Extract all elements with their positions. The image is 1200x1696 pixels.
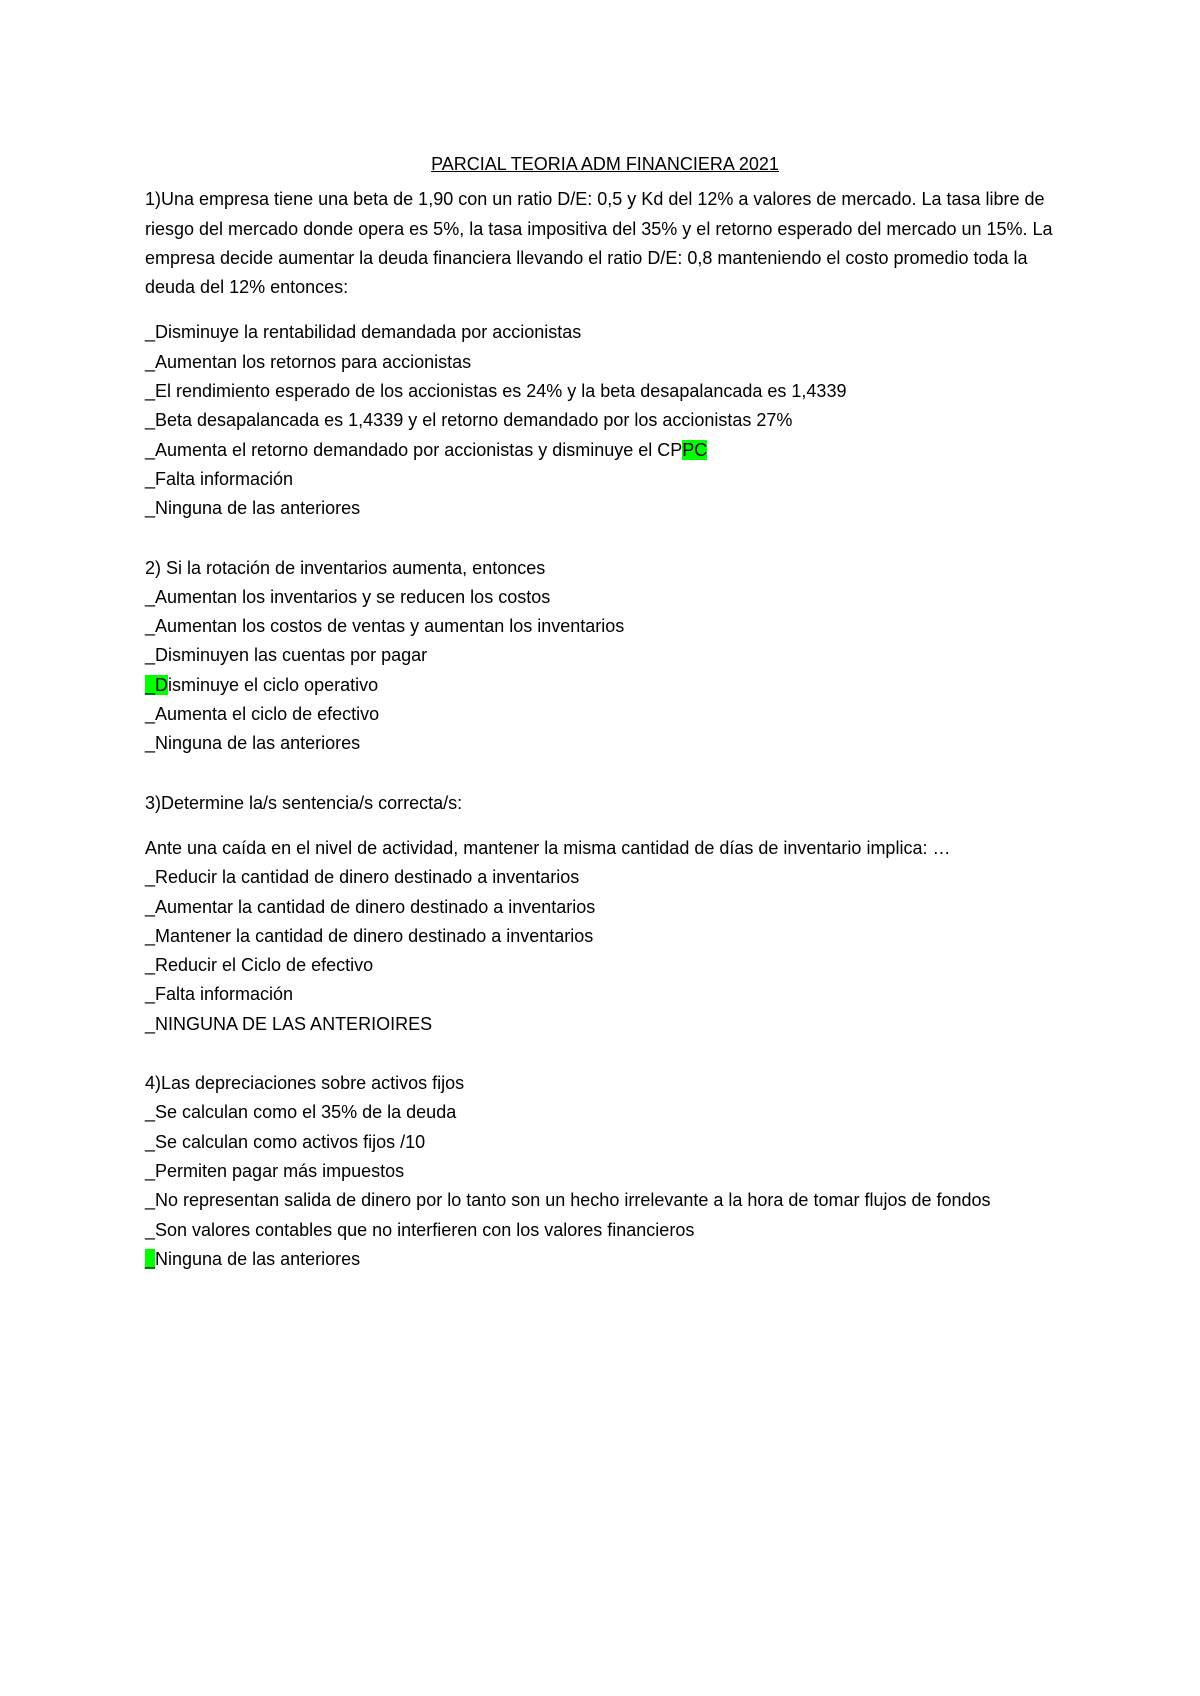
- question-3-option-d: _Reducir el Ciclo de efectivo: [145, 955, 374, 976]
- question-3-option-c: _Mantener la cantidad de dinero destinado a inventarios: [145, 925, 594, 946]
- answer-highlight: _D: [145, 674, 169, 695]
- question-4-stem: 4)Las depreciaciones sobre activos fijos: [145, 1073, 465, 1094]
- spacer: [145, 1039, 1075, 1069]
- question-4-option-a: _Se calculan como el 35% de la deuda: [145, 1102, 457, 1123]
- question-4-option-d: _No representan salida de dinero por lo tanto son un hecho irrelevante a la hora de tomar flujos de fondos: [145, 1190, 991, 1211]
- question-3-option-f: _NINGUNA DE LAS ANTERIOIRES: [145, 1013, 433, 1034]
- question-4-option-c: _Permiten pagar más impuestos: [145, 1160, 405, 1181]
- question-1-option-c: _El rendimiento esperado de los accionistas es 24% y la beta desapalancada es 1,4339: [145, 381, 847, 402]
- answer-highlight: _: [145, 1248, 156, 1269]
- question-2-option-c: _Disminuyen las cuentas por pagar: [145, 645, 428, 666]
- question-1-option-f: _Falta información: [145, 468, 294, 489]
- question-2-stem: 2) Si la rotación de inventarios aumenta, entonces: [145, 557, 546, 578]
- answer-highlight: PC: [682, 439, 708, 460]
- question-2-option-d-marked: [145, 671, 1075, 700]
- question-4: [145, 1069, 1075, 1274]
- spacer: [145, 524, 1075, 554]
- question-4-option-e: _Son valores contables que no interfieren con los valores financieros: [145, 1219, 695, 1240]
- question-3-option-e: _Falta información: [145, 984, 294, 1005]
- question-1-option-e-text: _Aumenta el retorno demandado por accionistas y disminuye el CP: [145, 439, 683, 460]
- question-1-option-b: _Aumentan los retornos para accionistas: [145, 351, 472, 372]
- question-1-option-g: _Ninguna de las anteriores: [145, 498, 361, 519]
- question-2-option-d-text: isminuye el ciclo operativo: [168, 674, 379, 695]
- question-2: [145, 554, 1075, 759]
- question-2-option-e: _Aumenta el ciclo de efectivo: [145, 704, 380, 725]
- question-1-option-d: _Beta desapalancada es 1,4339 y el retorno demandado por los accionistas 27%: [145, 410, 793, 431]
- spacer: [145, 759, 1075, 789]
- question-2-option-f: _Ninguna de las anteriores: [145, 733, 361, 754]
- question-1-option-a: _Disminuye la rentabilidad demandada por accionistas: [145, 322, 582, 343]
- question-3-prompt: Ante una caída en el nivel de actividad, mantener la misma cantidad de días de inventario implica: …: [145, 837, 951, 858]
- question-1-stem: 1)Una empresa tiene una beta de 1,90 con un ratio D/E: 0,5 y Kd del 12% a valores de mercado. La tasa libre de riesgo del mercado donde opera es 5%, la tasa impositiva del 35% y el retorno esperado del mercado un 15%. La empresa decide aumentar la deuda financiera llevando el ratio D/E: 0,8 manteniendo el costo promedio toda la deuda del 12% entonces:: [145, 189, 1053, 298]
- question-1-option-e-marked: [145, 436, 1075, 465]
- question-4-option-f-marked: [145, 1245, 1075, 1274]
- question-3-stem: 3)Determine la/s sentencia/s correcta/s:: [145, 792, 463, 813]
- question-1: [145, 185, 1075, 523]
- question-2-option-b: _Aumentan los costos de ventas y aumentan los inventarios: [145, 616, 625, 637]
- question-3-option-b: _Aumentar la cantidad de dinero destinado a inventarios: [145, 896, 596, 917]
- document-title: PARCIAL TEORIA ADM FINANCIERA 2021: [431, 154, 779, 174]
- question-3-option-a: _Reducir la cantidad de dinero destinado a inventarios: [145, 867, 580, 888]
- question-3: [145, 789, 1075, 1039]
- question-2-option-a: _Aumentan los inventarios y se reducen los costos: [145, 586, 551, 607]
- question-4-option-f-text: Ninguna de las anteriores: [155, 1248, 361, 1269]
- document-body: [145, 150, 1075, 1274]
- question-4-option-b: _Se calculan como activos fijos /10: [145, 1131, 426, 1152]
